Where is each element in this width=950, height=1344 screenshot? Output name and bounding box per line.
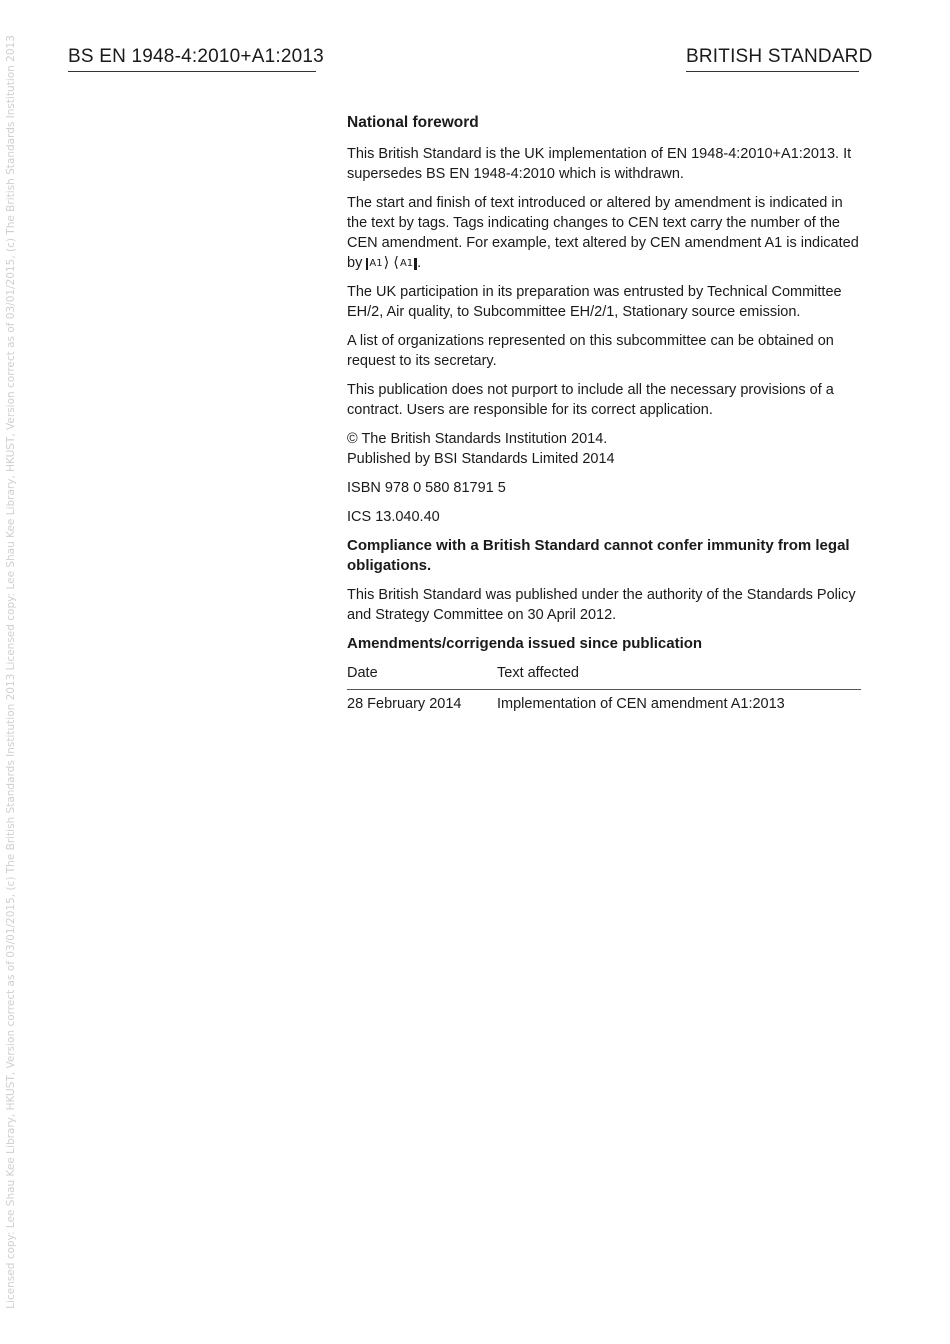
amendments-table (347, 663, 861, 714)
published-line: Published by BSI Standards Limited 2014 (347, 451, 615, 467)
foreword-paragraph-tags (347, 193, 861, 273)
license-watermark (0, 0, 22, 1344)
compliance-notice: Compliance with a British Standard cannot confer immunity from legal obligations. (347, 537, 850, 574)
authority-paragraph: This British Standard was published under the authority of the Standards Policy and Strategy Committee on 30 April 2012. (347, 587, 856, 623)
amendment-text: Implementation of CEN amendment A1:2013 (497, 696, 785, 712)
foreword-paragraph-committee: The UK participation in its preparation was entrusted by Technical Committee EH/2, Air quality, to Subcommittee EH/2/1, Stationary source emission. (347, 284, 842, 320)
foreword-paragraph-implementation: This British Standard is the UK implementation of EN 1948-4:2010+A1:2013. It supersedes BS EN 1948-4:2010 which is withdrawn. (347, 146, 852, 182)
copyright-line: © The British Standards Institution 2014. (347, 431, 608, 447)
tags-period: . (417, 255, 422, 271)
tags-text: The start and finish of text introduced or altered by amendment is indicated in the text by tags. Tags indicating changes to CEN text carry the number of the CEN amendment. For example, text altered by CEN amendment A1 is indicated by (347, 195, 859, 271)
foreword-content (347, 112, 861, 714)
tag-open-chevron: ⟩ (383, 255, 390, 271)
tag-close-chevron: ⟨ (393, 255, 399, 271)
amendment-tag-close: A1 (399, 258, 417, 270)
amendments-title: Amendments/corrigenda issued since publication (347, 635, 703, 652)
ics-line: ICS 13.040.40 (347, 509, 440, 525)
amendments-header-row (347, 663, 861, 690)
copyright-block (347, 429, 861, 469)
foreword-paragraph-organizations: A list of organizations represented on this subcommittee can be obtained on request to its secretary. (347, 333, 834, 369)
column-header-text-affected: Text affected (497, 663, 861, 690)
amendment-tag-open: A1 (366, 258, 383, 270)
foreword-paragraph-disclaimer: This publication does not purport to include all the necessary provisions of a contract. Users are responsible for its correct application. (347, 382, 834, 418)
document-id-header: BS EN 1948-4:2010+A1:2013 (68, 46, 316, 72)
foreword-title: National foreword (347, 114, 479, 131)
amendment-date: 28 February 2014 (347, 696, 462, 712)
table-row (347, 690, 861, 715)
isbn-line: ISBN 978 0 580 81791 5 (347, 480, 506, 496)
watermark-text: Licensed copy: Lee Shau Kee Library, HKUST, Version correct as of 03/01/2015, (c) The British Standards Institution 2013 Licensed copy: Lee Shau Kee Library, HKUST, Version correct as of 03/01/2015, (c) The British Standards Institution 2013 (5, 35, 17, 1309)
column-header-date: Date (347, 663, 497, 690)
series-header: BRITISH STANDARD (686, 46, 859, 72)
